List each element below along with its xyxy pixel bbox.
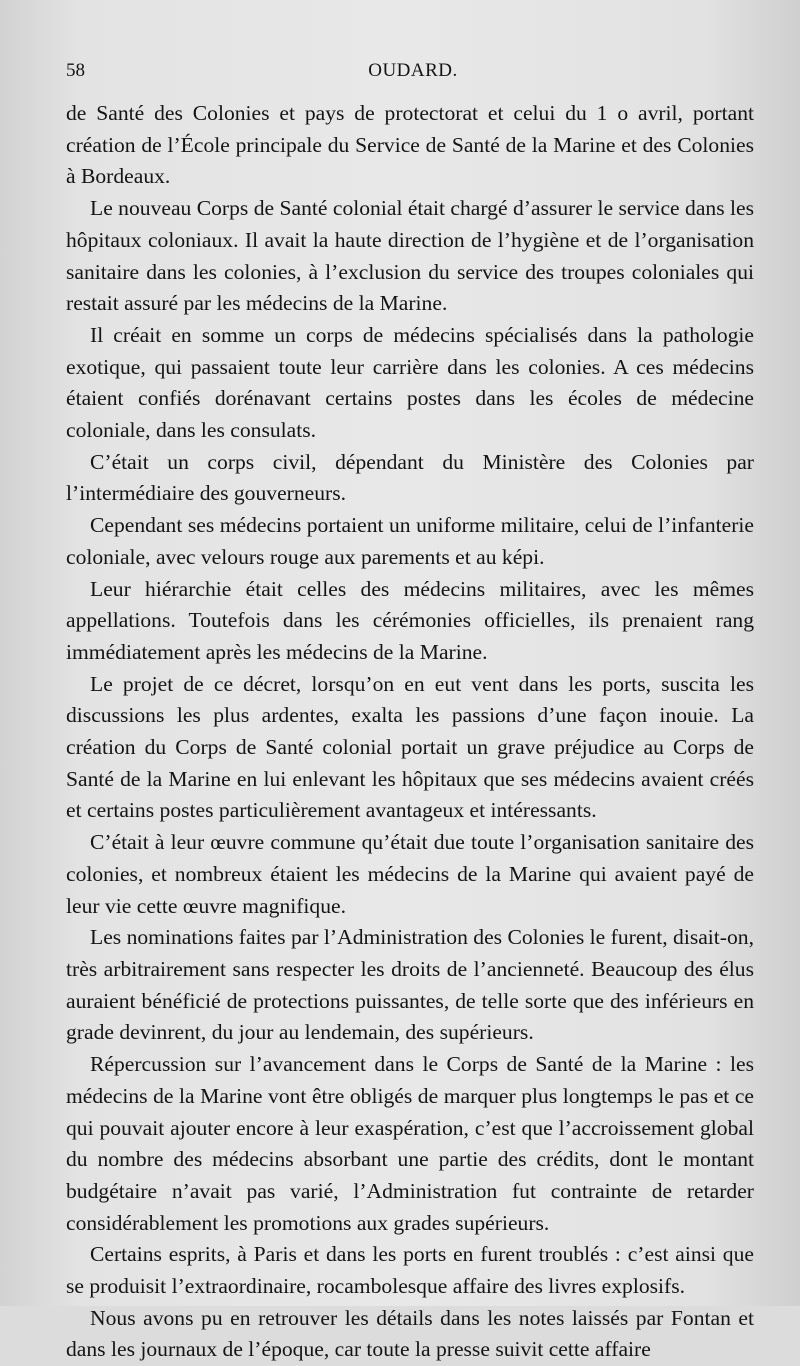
paragraph: Répercussion sur l’avancement dans le Corps de Santé de la Marine : les médecins de la Marine vont être obligés de marquer plus longtemps le pas et ce qui pouvait ajouter encore à leur exaspération, c’est que l’accroissement global du nombre des médecins absorbant une partie des crédits, dont le montant budgétaire n’avait pas varié, l’Administration fut contrainte de retarder considérablement les promotions aux grades supérieurs. [66, 1052, 754, 1235]
paragraph: Certains esprits, à Paris et dans les ports en furent troublés : c’est ainsi que se produisit l’extraordinaire, rocambolesque affaire des livres explosifs. [66, 1242, 754, 1299]
paragraph: Les nominations faites par l’Administration des Colonies le furent, disait-on, très arbitrairement sans respecter les droits de l’ancienneté. Beaucoup des élus auraient bénéficié de protections puissantes, de telle sorte que des inférieurs en grade devinrent, du jour au lendemain, des supérieurs. [66, 925, 754, 1045]
page-header [66, 60, 760, 90]
running-head: OUDARD. [368, 60, 458, 81]
paragraph: C’était un corps civil, dépendant du Ministère des Colonies par l’intermédiaire des gouverneurs. [66, 449, 754, 506]
paragraph: Leur hiérarchie était celles des médecins militaires, avec les mêmes appellations. Toutefois dans les cérémonies officielles, ils prenaient rang immédiatement après les médecins de la Marine. [66, 576, 754, 664]
paragraph: Nous avons pu en retrouver les détails dans les notes laissés par Fontan et dans les journaux de l’époque, car toute la presse suivit cette affaire [66, 1305, 754, 1362]
body-text [66, 98, 754, 1366]
paragraph: C’était à leur œuvre commune qu’était due toute l’organisation sanitaire des colonies, et nombreux étaient les médecins de la Marine qui avaient payé de leur vie cette œuvre magnifique. [66, 830, 754, 918]
paragraph: Le projet de ce décret, lorsqu’on en eut vent dans les ports, suscita les discussions les plus ardentes, exalta les passions d’une façon inouie. La création du Corps de Santé colonial portait un grave préjudice au Corps de Santé de la Marine en lui enlevant les hôpitaux que ses médecins avaient créés et certains postes particulièrement avantageux et intéressants. [66, 671, 754, 823]
paragraph: Il créait en somme un corps de médecins spécialisés dans la pathologie exotique, qui passaient toute leur carrière dans les colonies. A ces médecins étaient confiés dorénavant certains postes dans les écoles de médecine coloniale, dans les consulats. [66, 322, 754, 443]
paragraph: Le nouveau Corps de Santé colonial était chargé d’assurer le service dans les hôpitaux coloniaux. Il avait la haute direction de l’hygiène et de l’organisation sanitaire dans les colonies, à l’exclusion du service des troupes coloniales qui restait assuré par les médecins de la Marine. [66, 196, 754, 316]
paragraph: Cependant ses médecins portaient un uniforme militaire, celui de l’infanterie coloniale, avec velours rouge aux parements et au képi. [66, 513, 754, 569]
page-number: 58 [66, 60, 85, 81]
paragraph: de Santé des Colonies et pays de protectorat et celui du 1 o avril, portant création de l’École principale du Service de Santé de la Marine et des Colonies à Bordeaux. [66, 101, 754, 189]
